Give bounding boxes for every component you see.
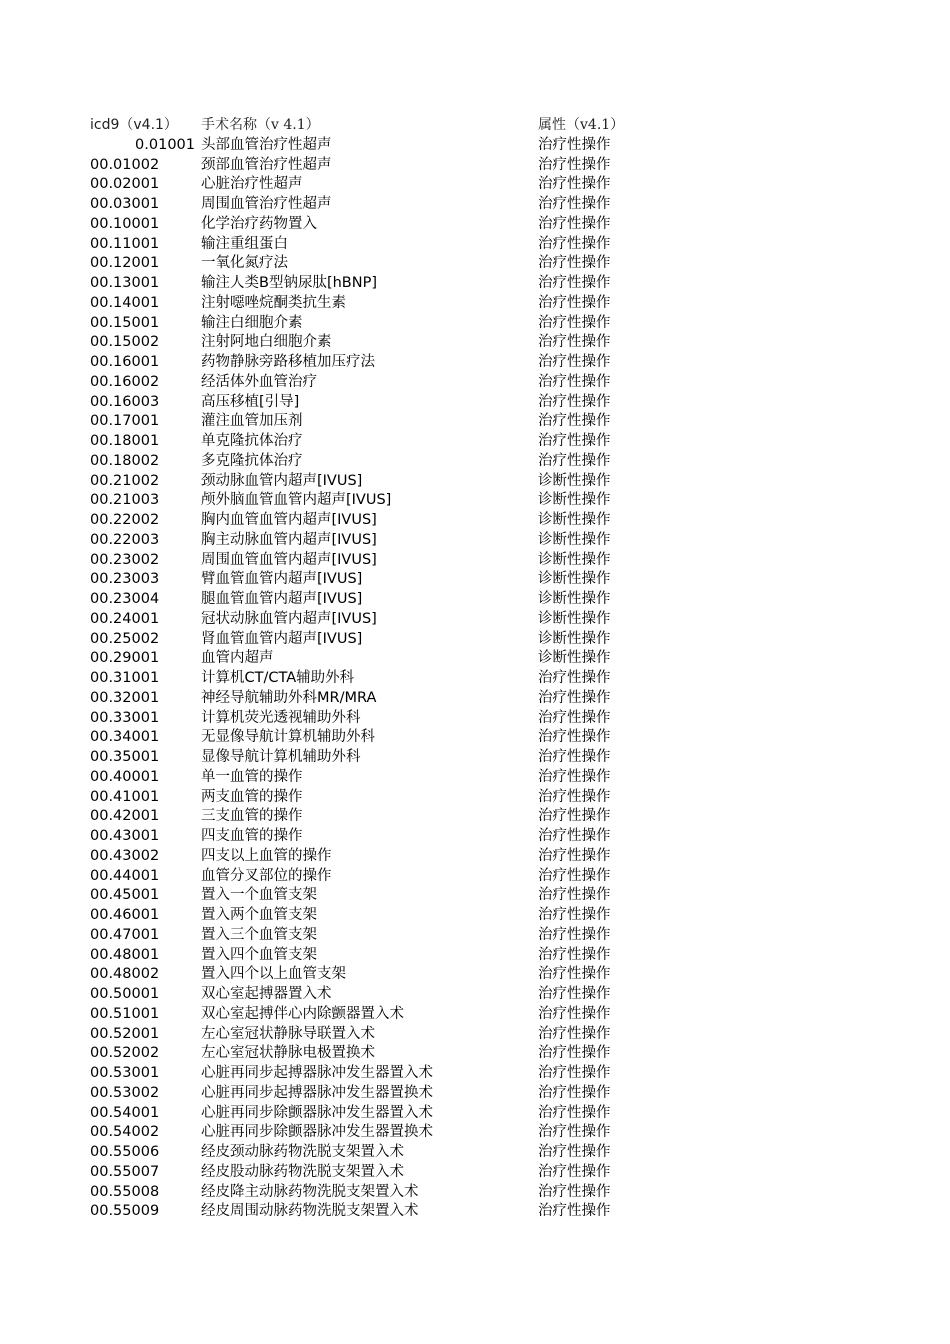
table-row <box>90 709 650 729</box>
table-row <box>90 215 650 235</box>
row-code: 00.52002 <box>90 1045 160 1062</box>
row-name: 经皮降主动脉药物洗脱支架置入术 <box>201 1183 419 1200</box>
table-row <box>90 136 650 156</box>
table-row <box>90 254 650 274</box>
row-attr: 治疗性操作 <box>538 433 611 449</box>
row-name: 多克隆抗体治疗 <box>201 452 303 469</box>
row-name: 双心室起搏器置入术 <box>201 986 332 1002</box>
table-row <box>90 195 650 215</box>
row-code: 00.55009 <box>90 1203 160 1220</box>
table-row <box>90 294 650 314</box>
row-name: 经皮颈动脉药物洗脱支架置入术 <box>201 1144 404 1160</box>
table-row <box>90 630 650 650</box>
table-row <box>90 985 650 1005</box>
row-name: 计算机CT/CTA辅助外科 <box>201 670 355 686</box>
row-code: 0.01001 <box>135 136 195 153</box>
row-attr: 治疗性操作 <box>538 966 611 983</box>
table-row <box>90 531 650 551</box>
row-attr: 治疗性操作 <box>538 235 611 252</box>
row-code: 00.03001 <box>90 196 160 212</box>
table-row <box>90 235 650 255</box>
row-code: 00.32001 <box>90 689 160 706</box>
table-row <box>90 867 650 887</box>
row-code: 00.53001 <box>90 1065 160 1081</box>
table-row <box>90 570 650 590</box>
row-code: 00.50001 <box>90 986 160 1002</box>
table-row <box>90 491 650 511</box>
row-code: 00.18001 <box>90 433 160 449</box>
table-row <box>90 1044 650 1064</box>
row-code: 00.14001 <box>90 294 160 311</box>
row-name: 周围血管血管内超声[IVUS] <box>201 551 377 568</box>
row-attr: 治疗性操作 <box>538 314 611 331</box>
row-name: 两支血管的操作 <box>201 788 303 805</box>
table-row <box>90 965 650 985</box>
row-attr: 治疗性操作 <box>538 413 611 430</box>
row-code: 00.15002 <box>90 334 160 351</box>
row-name: 胸主动脉血管内超声[IVUS] <box>201 531 377 548</box>
row-attr: 治疗性操作 <box>538 1065 611 1081</box>
row-name: 颈动脉血管内超声[IVUS] <box>201 472 363 489</box>
table-row <box>90 175 650 195</box>
row-code: 00.48002 <box>90 966 160 983</box>
row-attr: 治疗性操作 <box>538 768 611 785</box>
row-attr: 治疗性操作 <box>538 788 611 805</box>
row-name: 无显像导航计算机辅助外科 <box>201 729 375 746</box>
row-name: 高压移植[引导] <box>201 393 300 410</box>
row-attr: 诊断性操作 <box>538 571 611 588</box>
row-code: 00.11001 <box>90 235 160 252</box>
row-name: 颈部血管治疗性超声 <box>201 156 332 173</box>
table-row <box>90 1123 650 1143</box>
row-attr: 治疗性操作 <box>538 709 611 726</box>
row-code: 00.01002 <box>90 156 160 173</box>
table-row <box>90 788 650 808</box>
table-row <box>90 669 650 689</box>
row-code: 00.23003 <box>90 571 160 588</box>
row-name: 三支血管的操作 <box>201 808 303 825</box>
row-attr: 诊断性操作 <box>538 591 611 607</box>
row-name: 输注人类B型钠尿肽[hBNP] <box>201 275 377 291</box>
row-code: 00.25002 <box>90 630 160 647</box>
row-name: 心脏再同步起搏器脉冲发生器置入术 <box>201 1065 433 1081</box>
row-name: 心脏再同步起搏器脉冲发生器置换术 <box>201 1084 433 1101</box>
row-attr: 治疗性操作 <box>538 255 611 272</box>
row-name: 颅外脑血管血管内超声[IVUS] <box>201 492 392 509</box>
row-code: 00.35001 <box>90 749 160 765</box>
row-code: 00.46001 <box>90 907 160 923</box>
row-code: 00.53002 <box>90 1084 160 1101</box>
row-code: 00.24001 <box>90 610 160 627</box>
row-attr: 诊断性操作 <box>538 630 611 647</box>
row-code: 00.54001 <box>90 1104 160 1121</box>
row-code: 00.54002 <box>90 1124 160 1141</box>
table-row <box>90 1143 650 1163</box>
row-code: 00.29001 <box>90 650 160 667</box>
table-row <box>90 926 650 946</box>
row-attr: 诊断性操作 <box>538 512 611 528</box>
row-name: 腿血管血管内超声[IVUS] <box>201 591 363 607</box>
row-attr: 治疗性操作 <box>538 1025 611 1042</box>
row-attr: 治疗性操作 <box>538 1183 611 1200</box>
row-code: 00.45001 <box>90 887 160 904</box>
row-code: 00.43001 <box>90 828 160 844</box>
table-row <box>90 610 650 630</box>
table-row <box>90 807 650 827</box>
table-row <box>90 689 650 709</box>
row-attr: 治疗性操作 <box>538 1203 611 1220</box>
row-attr: 治疗性操作 <box>538 275 611 291</box>
row-code: 00.48001 <box>90 946 160 963</box>
row-code: 00.18002 <box>90 452 160 469</box>
table-row <box>90 1183 650 1203</box>
row-attr: 治疗性操作 <box>538 1045 611 1062</box>
row-code: 00.21003 <box>90 492 160 509</box>
row-attr: 治疗性操作 <box>538 136 611 153</box>
row-name: 置入一个血管支架 <box>201 887 317 904</box>
row-name: 左心室冠状静脉导联置入术 <box>201 1025 375 1042</box>
row-attr: 治疗性操作 <box>538 828 611 844</box>
table-row <box>90 412 650 432</box>
table-row <box>90 906 650 926</box>
table-row <box>90 511 650 531</box>
row-code: 00.43002 <box>90 847 160 864</box>
row-attr: 诊断性操作 <box>538 531 611 548</box>
row-name: 四支血管的操作 <box>201 828 303 844</box>
table-row <box>90 827 650 847</box>
row-name: 神经导航辅助外科MR/MRA <box>201 689 377 706</box>
table-row <box>90 432 650 452</box>
table-row <box>90 156 650 176</box>
row-name: 经皮周围动脉药物洗脱支架置入术 <box>201 1203 419 1220</box>
table-row <box>90 373 650 393</box>
row-attr: 治疗性操作 <box>538 946 611 963</box>
row-code: 00.41001 <box>90 788 160 805</box>
row-name: 单一血管的操作 <box>201 768 303 785</box>
row-code: 00.23004 <box>90 591 160 607</box>
row-name: 四支以上血管的操作 <box>201 847 332 864</box>
row-attr: 治疗性操作 <box>538 373 611 390</box>
row-name: 心脏再同步除颤器脉冲发生器置入术 <box>201 1104 433 1121</box>
table-row <box>90 1064 650 1084</box>
row-name: 药物静脉旁路移植加压疗法 <box>201 354 375 370</box>
row-attr: 治疗性操作 <box>538 926 611 943</box>
row-attr: 诊断性操作 <box>538 650 611 667</box>
row-attr: 治疗性操作 <box>538 176 611 193</box>
row-name: 置入四个以上血管支架 <box>201 966 346 983</box>
row-code: 00.42001 <box>90 808 160 825</box>
row-attr: 治疗性操作 <box>538 215 611 232</box>
row-attr: 治疗性操作 <box>538 689 611 706</box>
row-attr: 治疗性操作 <box>538 1124 611 1141</box>
row-name: 周围血管治疗性超声 <box>201 196 332 212</box>
row-attr: 治疗性操作 <box>538 354 611 370</box>
table-row <box>90 353 650 373</box>
row-attr: 诊断性操作 <box>538 551 611 568</box>
row-attr: 治疗性操作 <box>538 1104 611 1121</box>
row-name: 心脏再同步除颤器脉冲发生器置换术 <box>201 1124 433 1141</box>
row-name: 头部血管治疗性超声 <box>201 136 332 153</box>
table-row <box>90 452 650 472</box>
row-attr: 治疗性操作 <box>538 907 611 923</box>
row-code: 00.17001 <box>90 413 160 430</box>
header-name: 手术名称（v 4.1） <box>201 117 320 133</box>
table-row <box>90 393 650 413</box>
row-name: 计算机荧光透视辅助外科 <box>201 709 361 726</box>
row-attr: 治疗性操作 <box>538 1084 611 1101</box>
table-row <box>90 1202 650 1222</box>
row-name: 胸内血管血管内超声[IVUS] <box>201 512 377 528</box>
table-row <box>90 1104 650 1124</box>
row-name: 血管内超声 <box>201 650 274 667</box>
row-code: 00.21002 <box>90 472 160 489</box>
row-name: 经活体外血管治疗 <box>201 373 317 390</box>
row-name: 血管分叉部位的操作 <box>201 867 332 884</box>
row-attr: 诊断性操作 <box>538 492 611 509</box>
row-name: 臂血管血管内超声[IVUS] <box>201 571 363 588</box>
row-code: 00.40001 <box>90 768 160 785</box>
row-code: 00.15001 <box>90 314 160 331</box>
row-attr: 治疗性操作 <box>538 1144 611 1160</box>
row-name: 左心室冠状静脉电极置换术 <box>201 1045 375 1062</box>
row-name: 灌注血管加压剂 <box>201 413 303 430</box>
row-name: 肾血管血管内超声[IVUS] <box>201 630 363 647</box>
row-code: 00.16001 <box>90 354 160 370</box>
row-attr: 诊断性操作 <box>538 610 611 627</box>
table-row <box>90 847 650 867</box>
row-attr: 治疗性操作 <box>538 749 611 765</box>
row-attr: 治疗性操作 <box>538 1005 611 1022</box>
row-name: 注射阿地白细胞介素 <box>201 334 332 351</box>
table-row <box>90 314 650 334</box>
row-attr: 治疗性操作 <box>538 986 611 1002</box>
row-name: 一氧化氮疗法 <box>201 255 288 272</box>
row-code: 00.44001 <box>90 867 160 884</box>
row-code: 00.31001 <box>90 670 160 686</box>
row-code: 00.16003 <box>90 393 160 410</box>
row-name: 输注重组蛋白 <box>201 235 288 252</box>
table-row <box>90 748 650 768</box>
row-attr: 治疗性操作 <box>538 887 611 904</box>
row-code: 00.52001 <box>90 1025 160 1042</box>
row-attr: 治疗性操作 <box>538 729 611 746</box>
row-code: 00.12001 <box>90 255 160 272</box>
row-name: 置入两个血管支架 <box>201 907 317 923</box>
table-row <box>90 590 650 610</box>
row-attr: 治疗性操作 <box>538 808 611 825</box>
row-code: 00.55008 <box>90 1183 160 1200</box>
row-name: 置入四个血管支架 <box>201 946 317 963</box>
row-code: 00.34001 <box>90 729 160 746</box>
row-code: 00.13001 <box>90 275 160 291</box>
row-name: 输注白细胞介素 <box>201 314 303 331</box>
row-attr: 诊断性操作 <box>538 472 611 489</box>
row-attr: 治疗性操作 <box>538 294 611 311</box>
row-attr: 治疗性操作 <box>538 393 611 410</box>
table-header <box>90 116 650 136</box>
table-row <box>90 333 650 353</box>
table-row <box>90 649 650 669</box>
row-code: 00.16002 <box>90 373 160 390</box>
row-name: 心脏治疗性超声 <box>201 176 303 193</box>
table-row <box>90 946 650 966</box>
table-row <box>90 1084 650 1104</box>
header-code: icd9（v4.1） <box>90 117 178 133</box>
row-attr: 治疗性操作 <box>538 1163 611 1180</box>
row-name: 双心室起搏伴心内除颤器置入术 <box>201 1005 404 1022</box>
row-attr: 治疗性操作 <box>538 334 611 351</box>
table-body <box>90 136 650 1222</box>
row-name: 注射噁唑烷酮类抗生素 <box>201 294 346 311</box>
row-name: 经皮股动脉药物洗脱支架置入术 <box>201 1163 404 1180</box>
row-code: 00.22002 <box>90 512 160 528</box>
table-row <box>90 551 650 571</box>
row-code: 00.47001 <box>90 926 160 943</box>
row-code: 00.55006 <box>90 1144 160 1160</box>
row-attr: 治疗性操作 <box>538 670 611 686</box>
row-attr: 治疗性操作 <box>538 196 611 212</box>
table-row <box>90 768 650 788</box>
row-name: 化学治疗药物置入 <box>201 215 317 232</box>
table-row <box>90 728 650 748</box>
row-name: 冠状动脉血管内超声[IVUS] <box>201 610 377 627</box>
row-attr: 治疗性操作 <box>538 156 611 173</box>
table-row <box>90 1163 650 1183</box>
table-row <box>90 886 650 906</box>
row-name: 显像导航计算机辅助外科 <box>201 749 361 765</box>
row-attr: 治疗性操作 <box>538 452 611 469</box>
procedure-table <box>90 116 650 1222</box>
row-code: 00.02001 <box>90 176 160 193</box>
table-row <box>90 472 650 492</box>
table-row <box>90 1025 650 1045</box>
table-row <box>90 274 650 294</box>
row-code: 00.51001 <box>90 1005 160 1022</box>
row-code: 00.10001 <box>90 215 160 232</box>
row-code: 00.33001 <box>90 709 160 726</box>
row-name: 置入三个血管支架 <box>201 926 317 943</box>
row-code: 00.22003 <box>90 531 160 548</box>
row-attr: 治疗性操作 <box>538 867 611 884</box>
row-name: 单克隆抗体治疗 <box>201 433 303 449</box>
table-row <box>90 1005 650 1025</box>
header-attr: 属性（v4.1） <box>538 117 625 133</box>
row-code: 00.23002 <box>90 551 160 568</box>
row-attr: 治疗性操作 <box>538 847 611 864</box>
row-code: 00.55007 <box>90 1163 160 1180</box>
